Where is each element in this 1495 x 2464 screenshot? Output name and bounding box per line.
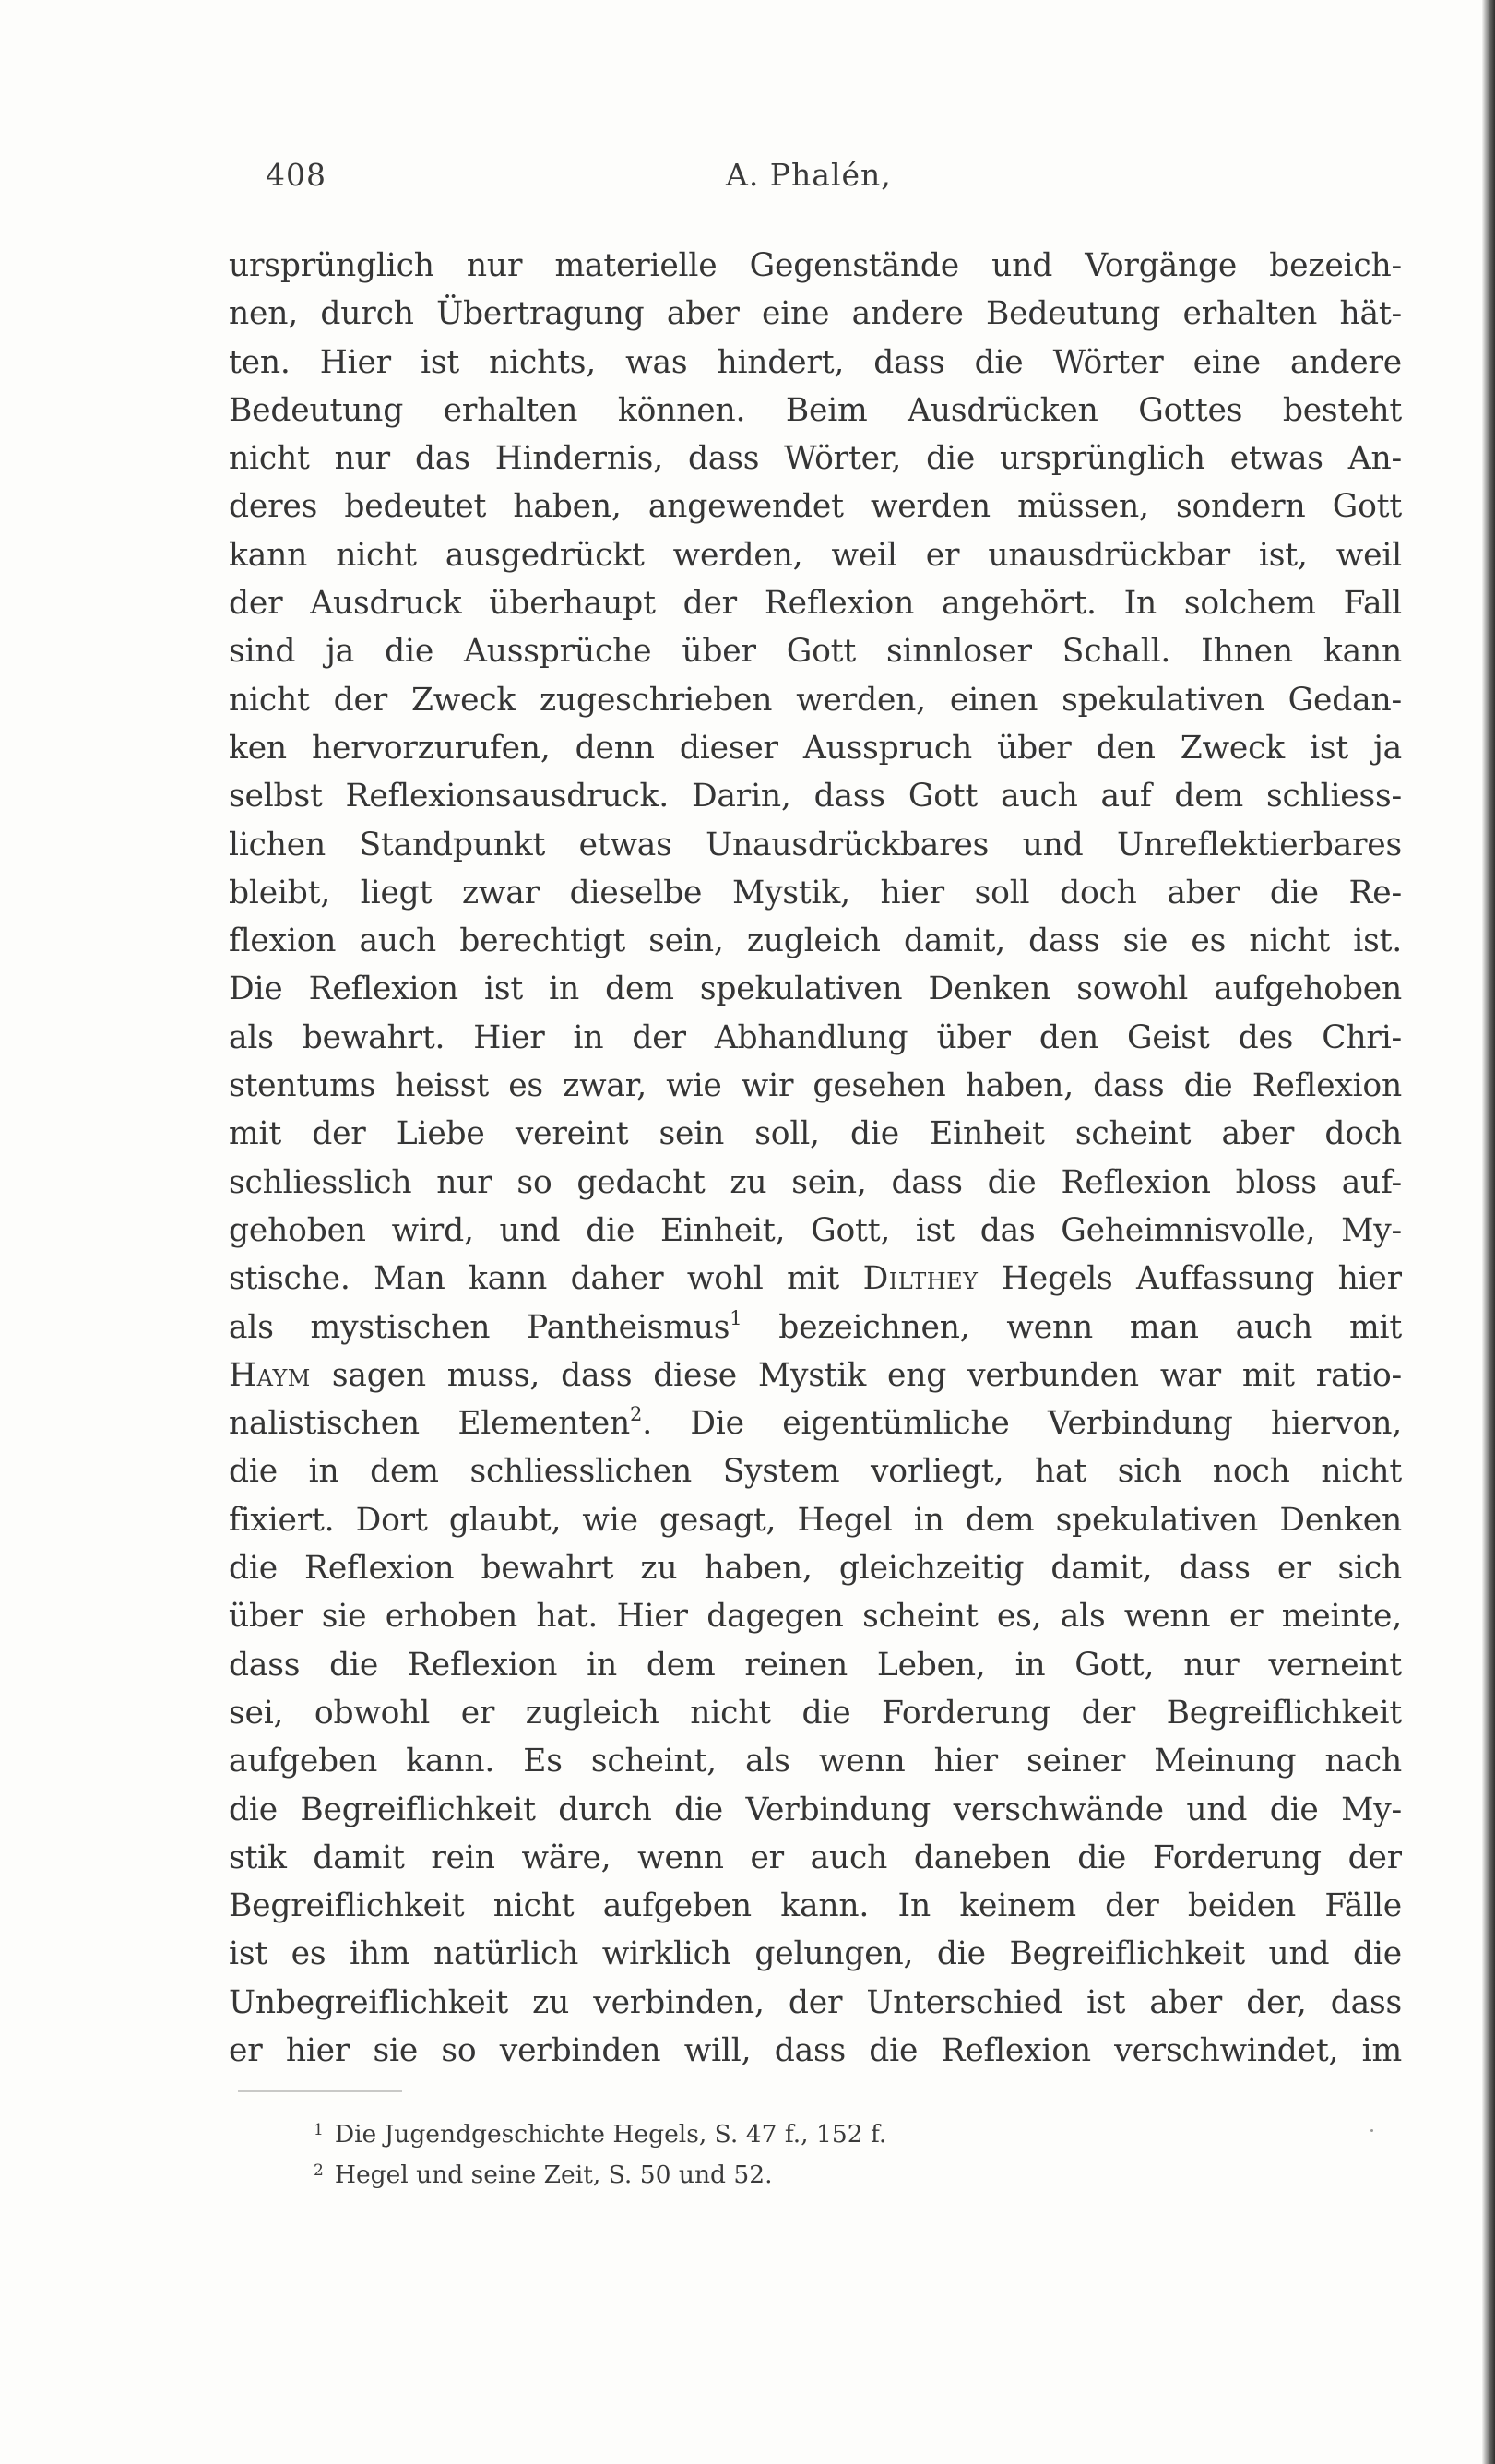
text-line: stik damit rein wäre, wenn er auch daneben die Forderung der (229, 1839, 1402, 1876)
footnote-1 (314, 2110, 1374, 2150)
text-line: ken hervorzurufen, denn dieser Ausspruch über den Zweck ist ja (229, 729, 1402, 767)
page-edge-shadow (1482, 0, 1495, 2464)
text-line: nicht der Zweck zugeschrieben werden, einen spekulativen Gedan- (229, 681, 1402, 719)
paper-speck (1370, 2129, 1373, 2132)
text-line: stentums heisst es zwar, wie wir gesehen haben, dass die Reflexion (229, 1067, 1402, 1105)
line-text: sagen muss, dass diese Mystik eng verbunden war mit ratio- (331, 1356, 1402, 1394)
text-line: mit der Liebe vereint sein soll, die Einheit scheint aber doch (229, 1115, 1402, 1153)
text-line: Unbegreiflichkeit zu verbinden, der Unterschied ist aber der, dass (229, 1983, 1402, 2021)
text-line: Die Reflexion ist in dem spekulativen Denken sowohl aufgehoben (229, 970, 1402, 1008)
footnote-reference[interactable]: 1 (730, 1306, 742, 1329)
text-line: die Begreiflichkeit durch die Verbindung verschwände und die My- (229, 1791, 1402, 1828)
running-head: A. Phalén, (726, 157, 892, 193)
text-line: nicht nur das Hindernis, dass Wörter, die ursprünglich etwas An- (229, 440, 1402, 478)
text-line: sei, obwohl er zugleich nicht die Forderung der Begreiflichkeit (229, 1694, 1402, 1732)
text-line: Begreiflichkeit nicht aufgeben kann. In keinem der beiden Fälle (229, 1887, 1402, 1925)
footnotes (314, 2110, 1374, 2191)
text-line: nen, durch Übertragung aber eine andere Bedeutung erhalten hät- (229, 295, 1402, 333)
text-line: aufgeben kann. Es scheint, als wenn hier seiner Meinung nach (229, 1743, 1402, 1780)
text-line: bleibt, liegt zwar dieselbe Mystik, hier soll doch aber die Re- (229, 874, 1402, 911)
text-line: selbst Reflexionsausdruck. Darin, dass Gott auch auf dem schliess- (229, 778, 1402, 815)
line-text: stische. Man kann daher wohl mit (229, 1260, 840, 1298)
page-number: 408 (266, 157, 326, 193)
text-line: über sie erhoben hat. Hier dagegen scheint es, als wenn er meinte, (229, 1598, 1402, 1636)
author-name-haym: Haym (229, 1356, 311, 1394)
text-line: Bedeutung erhalten können. Beim Ausdrücken Gottes besteht (229, 391, 1402, 429)
text-line (229, 1351, 1402, 1399)
text-line: er hier sie so verbinden will, dass die Reflexion verschwindet, im (229, 2031, 1402, 2069)
line-text: bezeichnen, wenn man auch mit (778, 1308, 1402, 1346)
text-line: schliesslich nur so gedacht zu sein, dass die Reflexion bloss auf- (229, 1163, 1402, 1201)
footnote-2 (314, 2150, 1374, 2191)
text-line (229, 1303, 1402, 1351)
text-line: kann nicht ausgedrückt werden, weil er unausdrückbar ist, weil (229, 536, 1402, 574)
text-line: gehoben wird, und die Einheit, Gott, ist das Geheimnisvolle, My- (229, 1211, 1402, 1249)
page-header (231, 157, 1402, 203)
text-line: die in dem schliesslichen System vorliegt, hat sich noch nicht (229, 1453, 1402, 1491)
author-name-dilthey: Dilthey (862, 1260, 979, 1298)
footnote-text: Die Jugendgeschichte Hegels, S. 47 f., 152 f. (334, 2120, 887, 2149)
text-line: ten. Hier ist nichts, was hindert, dass die Wörter eine andere (229, 343, 1402, 381)
text-line: dass die Reflexion in dem reinen Leben, in Gott, nur verneint (229, 1646, 1402, 1684)
line-text: als mystischen Pantheismus (229, 1308, 730, 1346)
text-line: deres bedeutet haben, angewendet werden müssen, sondern Gott (229, 488, 1402, 526)
text-line: die Reflexion bewahrt zu haben, gleichzeitig damit, dass er sich (229, 1550, 1402, 1588)
footnote-mark: 1 (314, 2121, 324, 2139)
text-line: flexion auch berechtigt sein, zugleich damit, dass sie es nicht ist. (229, 923, 1402, 960)
text-line (229, 1399, 1402, 1447)
line-text: . Die eigentümliche Verbindung hiervon, (642, 1405, 1402, 1443)
text-line: sind ja die Aussprüche über Gott sinnloser Schall. Ihnen kann (229, 633, 1402, 671)
text-line: fixiert. Dort glaubt, wie gesagt, Hegel in dem spekulativen Denken (229, 1501, 1402, 1539)
line-text: Hegels Auffassung hier (1001, 1260, 1402, 1298)
footnote-reference[interactable]: 2 (630, 1403, 643, 1426)
text-line: ursprünglich nur materielle Gegenstände und Vorgänge bezeich- (229, 247, 1402, 284)
footnote-mark: 2 (314, 2161, 324, 2180)
body-text (229, 242, 1402, 2075)
text-line: ist es ihm natürlich wirklich gelungen, die Begreiflichkeit und die (229, 1935, 1402, 1973)
text-line (229, 1255, 1402, 1303)
text-line: der Ausdruck überhaupt der Reflexion angehört. In solchem Fall (229, 585, 1402, 623)
text-line: lichen Standpunkt etwas Unausdrückbares und Unreflektierbares (229, 826, 1402, 863)
line-text: nalistischen Elementen (229, 1405, 631, 1443)
text-line: als bewahrt. Hier in der Abhandlung über den Geist des Chri- (229, 1018, 1402, 1056)
footnote-divider (238, 2090, 402, 2092)
footnote-text: Hegel und seine Zeit, S. 50 und 52. (334, 2160, 773, 2189)
